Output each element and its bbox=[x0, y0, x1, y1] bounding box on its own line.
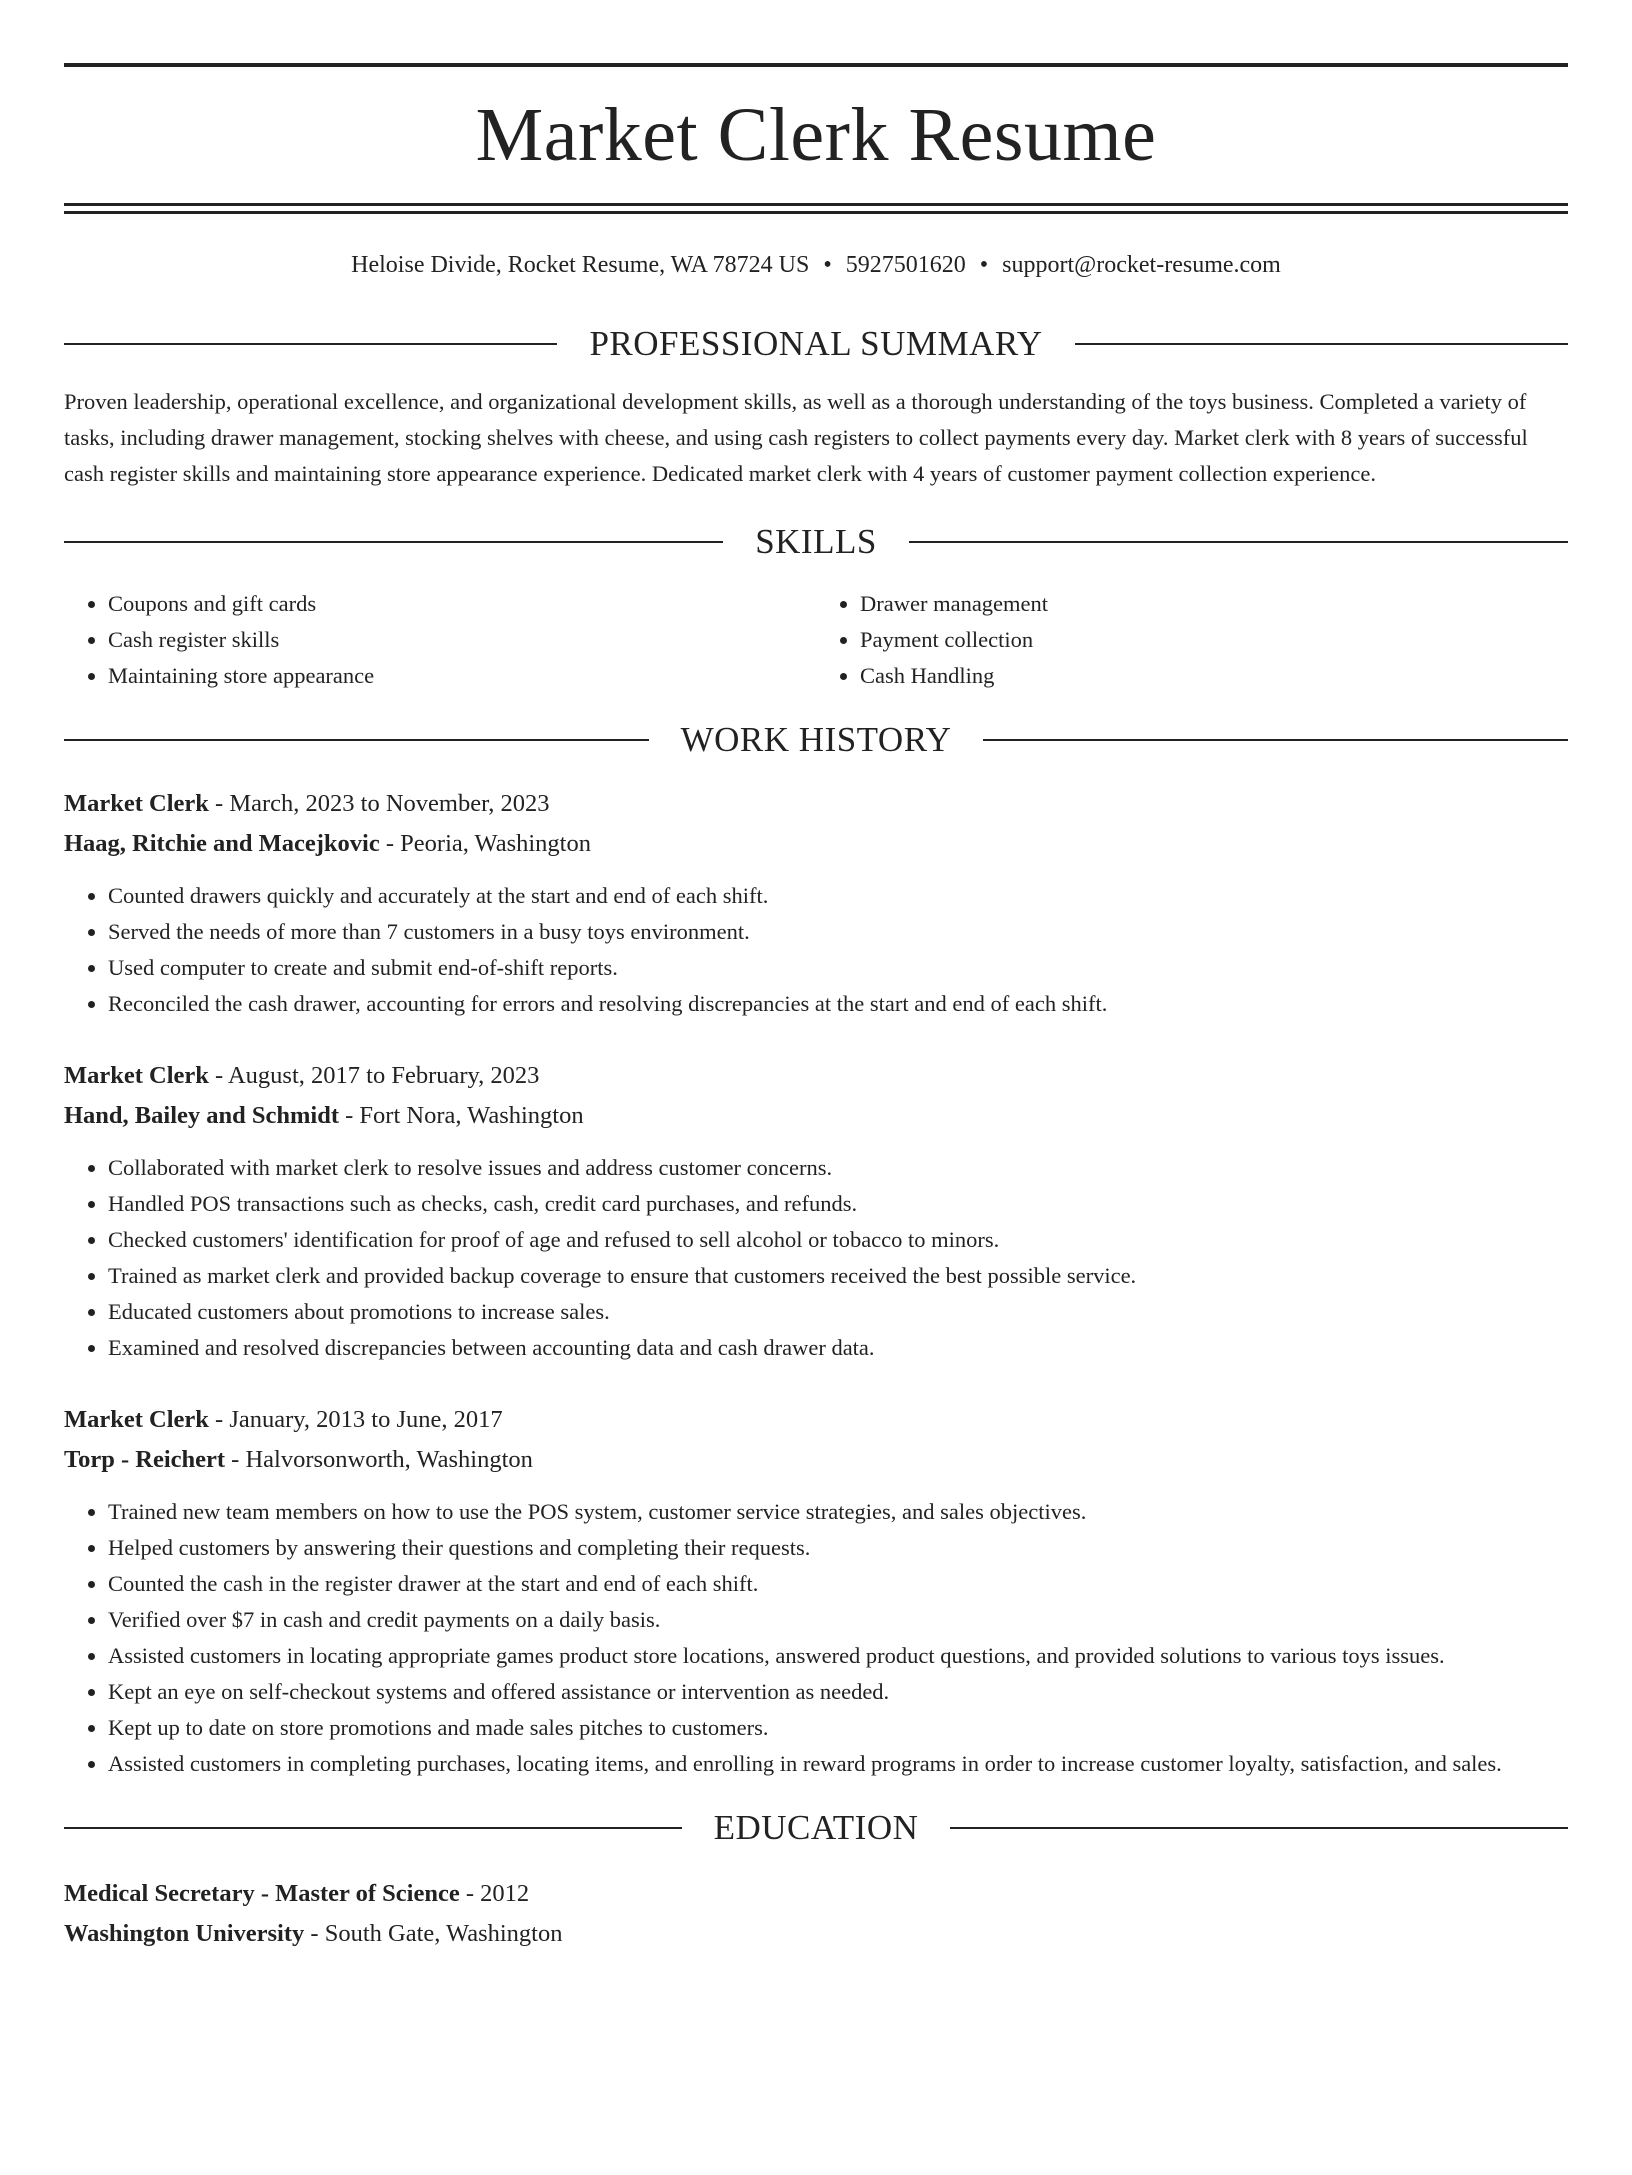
job-bullet: • Assisted customers in completing purchases, locating items, and enrolling in reward programs in order to increase customer loyalty, satisfaction, and sales. bbox=[108, 1746, 1568, 1782]
skills-column-right bbox=[816, 586, 1568, 694]
job-entry bbox=[64, 1400, 1568, 1782]
contact-separator: • bbox=[823, 252, 832, 278]
job-bullet: • Examined and resolved discrepancies between accounting data and cash drawer data. bbox=[108, 1330, 1568, 1366]
job-bullet: • Collaborated with market clerk to resolve issues and address customer concerns. bbox=[108, 1150, 1568, 1186]
section-title-skills: SKILLS bbox=[755, 522, 877, 561]
section-rule-left bbox=[64, 541, 723, 543]
page-title: Market Clerk Resume bbox=[475, 93, 1157, 177]
section-rule-right bbox=[1075, 343, 1568, 345]
top-rule bbox=[64, 63, 1568, 67]
education-school: Washington University bbox=[64, 1920, 305, 1947]
job-location: - Halvorsonworth, Washington bbox=[225, 1446, 533, 1473]
contact-email: support@rocket-resume.com bbox=[1002, 252, 1281, 278]
section-title-education: EDUCATION bbox=[713, 1808, 919, 1847]
job-bullet: • Kept an eye on self-checkout systems and offered assistance or intervention as needed. bbox=[108, 1674, 1568, 1710]
job-bullet: • Trained as market clerk and provided backup coverage to ensure that customers received the best possible service. bbox=[108, 1258, 1568, 1294]
job-bullets bbox=[64, 1150, 1568, 1366]
contact-line bbox=[64, 248, 1568, 282]
job-dates: - August, 2017 to February, 2023 bbox=[208, 1062, 540, 1089]
job-bullet: • Verified over $7 in cash and credit payments on a daily basis. bbox=[108, 1602, 1568, 1638]
education-school-line bbox=[64, 1914, 1568, 1954]
job-bullet: • Handled POS transactions such as checks, cash, credit card purchases, and refunds. bbox=[108, 1186, 1568, 1222]
education-degree-line bbox=[64, 1874, 1568, 1914]
job-dates: - January, 2013 to June, 2017 bbox=[208, 1406, 503, 1433]
section-header-work bbox=[64, 716, 1568, 764]
section-rule-left bbox=[64, 343, 557, 345]
education-year: - 2012 bbox=[459, 1880, 530, 1907]
job-title: Market Clerk bbox=[64, 1406, 209, 1433]
section-rule-right bbox=[950, 1827, 1568, 1829]
job-entry bbox=[64, 784, 1568, 1022]
job-bullet: • Trained new team members on how to use the POS system, customer service strategies, and sales objectives. bbox=[108, 1494, 1568, 1530]
job-company: Haag, Ritchie and Macejkovic bbox=[64, 830, 380, 857]
job-title-line bbox=[64, 1056, 1568, 1096]
section-header-summary bbox=[64, 320, 1568, 368]
section-rule-right bbox=[983, 739, 1568, 741]
section-title-work: WORK HISTORY bbox=[680, 720, 952, 759]
contact-phone: 5927501620 bbox=[845, 252, 966, 278]
section-rule-right bbox=[909, 541, 1568, 543]
education-entry bbox=[64, 1874, 1568, 1954]
job-bullet: • Educated customers about promotions to increase sales. bbox=[108, 1294, 1568, 1330]
skill-item: • Maintaining store appearance bbox=[108, 658, 816, 694]
job-entry bbox=[64, 1056, 1568, 1366]
contact-separator: • bbox=[979, 252, 989, 278]
job-bullet: • Helped customers by answering their questions and completing their requests. bbox=[108, 1530, 1568, 1566]
skill-item: • Coupons and gift cards bbox=[108, 586, 816, 622]
skill-item: • Drawer management bbox=[860, 586, 1568, 622]
section-header-education bbox=[64, 1804, 1568, 1852]
summary-text: Proven leadership, operational excellence, and organizational development skills, as well as a thorough understanding of the toys business. Completed a variety of tasks, including drawer management, stocking shelves with cheese, and using cash registers to collect payments every day. Market clerk with 8 years of successful cash register skills and maintaining store appearance experience. Dedicated market clerk with 4 years of customer payment collection experience. bbox=[64, 389, 1528, 486]
job-company: Torp - Reichert bbox=[64, 1446, 226, 1473]
job-bullets bbox=[64, 1494, 1568, 1782]
section-rule-left bbox=[64, 1827, 682, 1829]
section-header-skills bbox=[64, 518, 1568, 566]
skill-item: • Payment collection bbox=[860, 622, 1568, 658]
skill-item: • Cash register skills bbox=[108, 622, 816, 658]
job-bullet: • Used computer to create and submit end-of-shift reports. bbox=[108, 950, 1568, 986]
education-degree: Medical Secretary - Master of Science bbox=[64, 1880, 460, 1907]
job-title-line bbox=[64, 1400, 1568, 1440]
job-location: - Fort Nora, Washington bbox=[339, 1102, 584, 1129]
job-bullet: • Reconciled the cash drawer, accounting for errors and resolving discrepancies at the start and end of each shift. bbox=[108, 986, 1568, 1022]
title-double-rule bbox=[64, 203, 1568, 214]
job-title: Market Clerk bbox=[64, 790, 209, 817]
job-title: Market Clerk bbox=[64, 1062, 209, 1089]
education-location: - South Gate, Washington bbox=[304, 1920, 563, 1947]
job-bullet: • Served the needs of more than 7 customers in a busy toys environment. bbox=[108, 914, 1568, 950]
section-title-summary: PROFESSIONAL SUMMARY bbox=[589, 324, 1043, 363]
job-bullet: • Counted the cash in the register drawer at the start and end of each shift. bbox=[108, 1566, 1568, 1602]
job-bullet: • Assisted customers in locating appropriate games product store locations, answered product questions, and provided solutions to various toys issues. bbox=[108, 1638, 1568, 1674]
job-bullets bbox=[64, 878, 1568, 1022]
job-location: - Peoria, Washington bbox=[379, 830, 591, 857]
contact-address: Heloise Divide, Rocket Resume, WA 78724 US bbox=[351, 252, 810, 278]
job-bullet: • Counted drawers quickly and accurately at the start and end of each shift. bbox=[108, 878, 1568, 914]
job-company-line bbox=[64, 1096, 1568, 1136]
job-dates: - March, 2023 to November, 2023 bbox=[208, 790, 550, 817]
section-rule-left bbox=[64, 739, 649, 741]
job-company-line bbox=[64, 824, 1568, 864]
skills-column-left bbox=[64, 586, 816, 694]
skill-item: • Cash Handling bbox=[860, 658, 1568, 694]
job-title-line bbox=[64, 784, 1568, 824]
skills-list bbox=[64, 586, 1568, 694]
job-company-line bbox=[64, 1440, 1568, 1480]
job-bullet: • Checked customers' identification for proof of age and refused to sell alcohol or tobacco to minors. bbox=[108, 1222, 1568, 1258]
job-company: Hand, Bailey and Schmidt bbox=[64, 1102, 340, 1129]
job-bullet: • Kept up to date on store promotions and made sales pitches to customers. bbox=[108, 1710, 1568, 1746]
resume-page bbox=[0, 63, 1632, 2175]
